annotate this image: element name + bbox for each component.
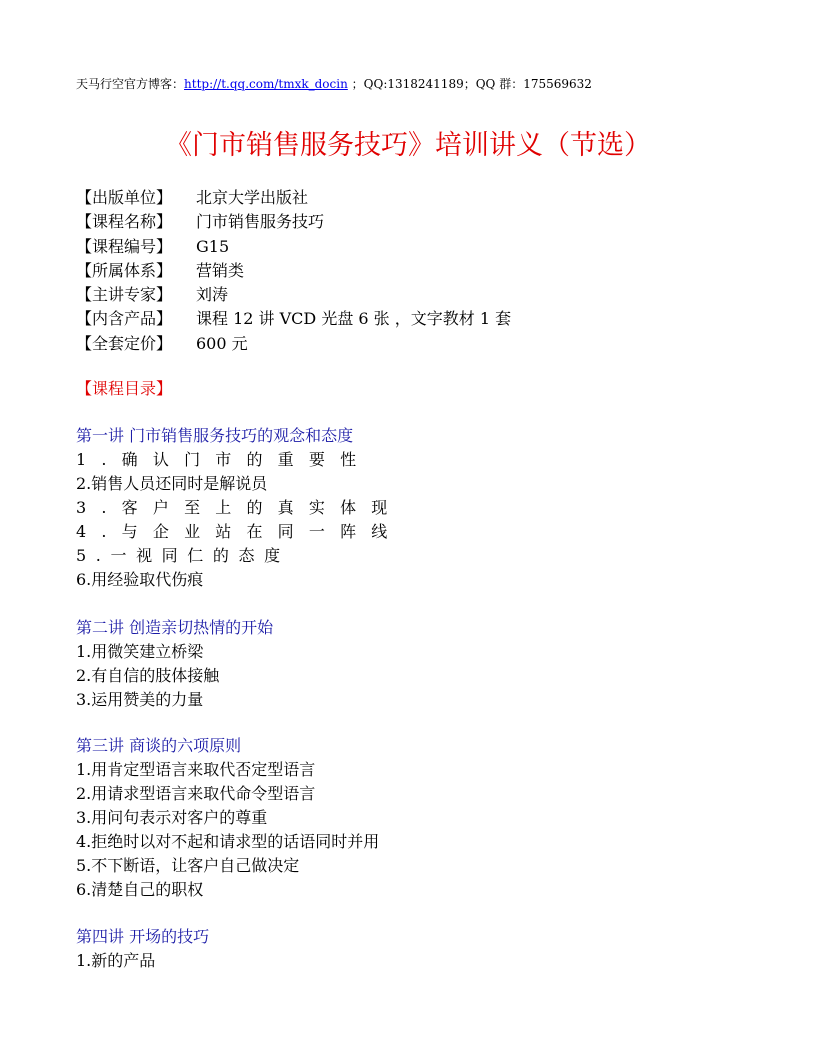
lecture-item: 5.一视同仁的态度 <box>76 546 290 565</box>
info-key: 【出版单位】 <box>76 188 173 207</box>
info-value: 营销类 <box>196 260 245 280</box>
lecture-heading: 第一讲 门市销售服务技巧的观念和态度 <box>76 426 354 445</box>
info-value: 刘涛 <box>196 285 229 305</box>
info-row-products <box>76 307 511 331</box>
info-row-publisher <box>76 186 511 210</box>
blog-header <box>76 75 592 93</box>
info-key: 【主讲专家】 <box>76 285 173 305</box>
lecture-item: 4.拒绝时以对不起和请求型的话语同时并用 <box>76 832 380 851</box>
info-value: 北京大学出版社 <box>196 188 309 207</box>
info-key: 【课程编号】 <box>76 236 173 256</box>
lecture-item: 2.销售人员还同时是解说员 <box>76 474 268 493</box>
lecture-item: 4.与企业站在同一阵线 <box>76 522 403 541</box>
lecture-item: 2.用请求型语言来取代命令型语言 <box>76 784 316 803</box>
lecture-4 <box>76 925 209 973</box>
toc-title: 【课程目录】 <box>76 379 173 398</box>
info-row-lecturer <box>76 283 511 307</box>
lecture-item: 5.不下断语，让客户自己做决定 <box>76 856 300 875</box>
lecture-item: 3.用问句表示对客户的尊重 <box>76 808 268 827</box>
info-row-category <box>76 259 511 283</box>
lecture-item: 1.新的产品 <box>76 951 156 970</box>
info-key: 【课程名称】 <box>76 212 173 232</box>
info-value: 600 元 <box>196 333 248 353</box>
lecture-2 <box>76 616 273 712</box>
info-value: 课程 12 讲 VCD 光盘 6 张 ，文字教材 1 套 <box>196 309 512 329</box>
info-value: 门市销售服务技巧 <box>196 212 325 232</box>
info-value: G15 <box>196 236 230 256</box>
info-key: 【内含产品】 <box>76 309 173 329</box>
info-row-course-code <box>76 235 511 259</box>
lecture-heading: 第四讲 开场的技巧 <box>76 927 210 946</box>
lecture-heading: 第三讲 商谈的六项原则 <box>76 736 242 755</box>
lecture-item: 2.有自信的肢体接触 <box>76 666 220 685</box>
info-row-course-name <box>76 210 511 234</box>
lecture-item: 6.用经验取代伤痕 <box>76 570 204 589</box>
lecture-item: 1.确认门市的重要性 <box>76 450 372 469</box>
info-key: 【所属体系】 <box>76 260 173 280</box>
lecture-heading: 第二讲 创造亲切热情的开始 <box>76 618 274 637</box>
blog-link[interactable]: http://t.qq.com/tmxk_docin <box>184 77 348 91</box>
course-info <box>76 186 511 356</box>
lecture-item: 3.客户至上的真实体现 <box>76 498 403 517</box>
info-row-price <box>76 332 511 356</box>
header-prefix: 天马行空官方博客： <box>76 77 185 91</box>
lecture-item: 1.用微笑建立桥梁 <box>76 642 204 661</box>
document-title: 《门市销售服务技巧》培训讲义（节选） <box>165 130 651 161</box>
info-key: 【全套定价】 <box>76 333 173 353</box>
lecture-item: 3.运用赞美的力量 <box>76 690 204 709</box>
lecture-item: 1.用肯定型语言来取代否定型语言 <box>76 760 316 779</box>
lecture-item: 6.清楚自己的职权 <box>76 880 204 899</box>
lecture-1 <box>76 424 402 592</box>
lecture-3 <box>76 734 379 902</box>
header-contact: ；QQ:1318241189；QQ 群：175569632 <box>347 77 592 91</box>
